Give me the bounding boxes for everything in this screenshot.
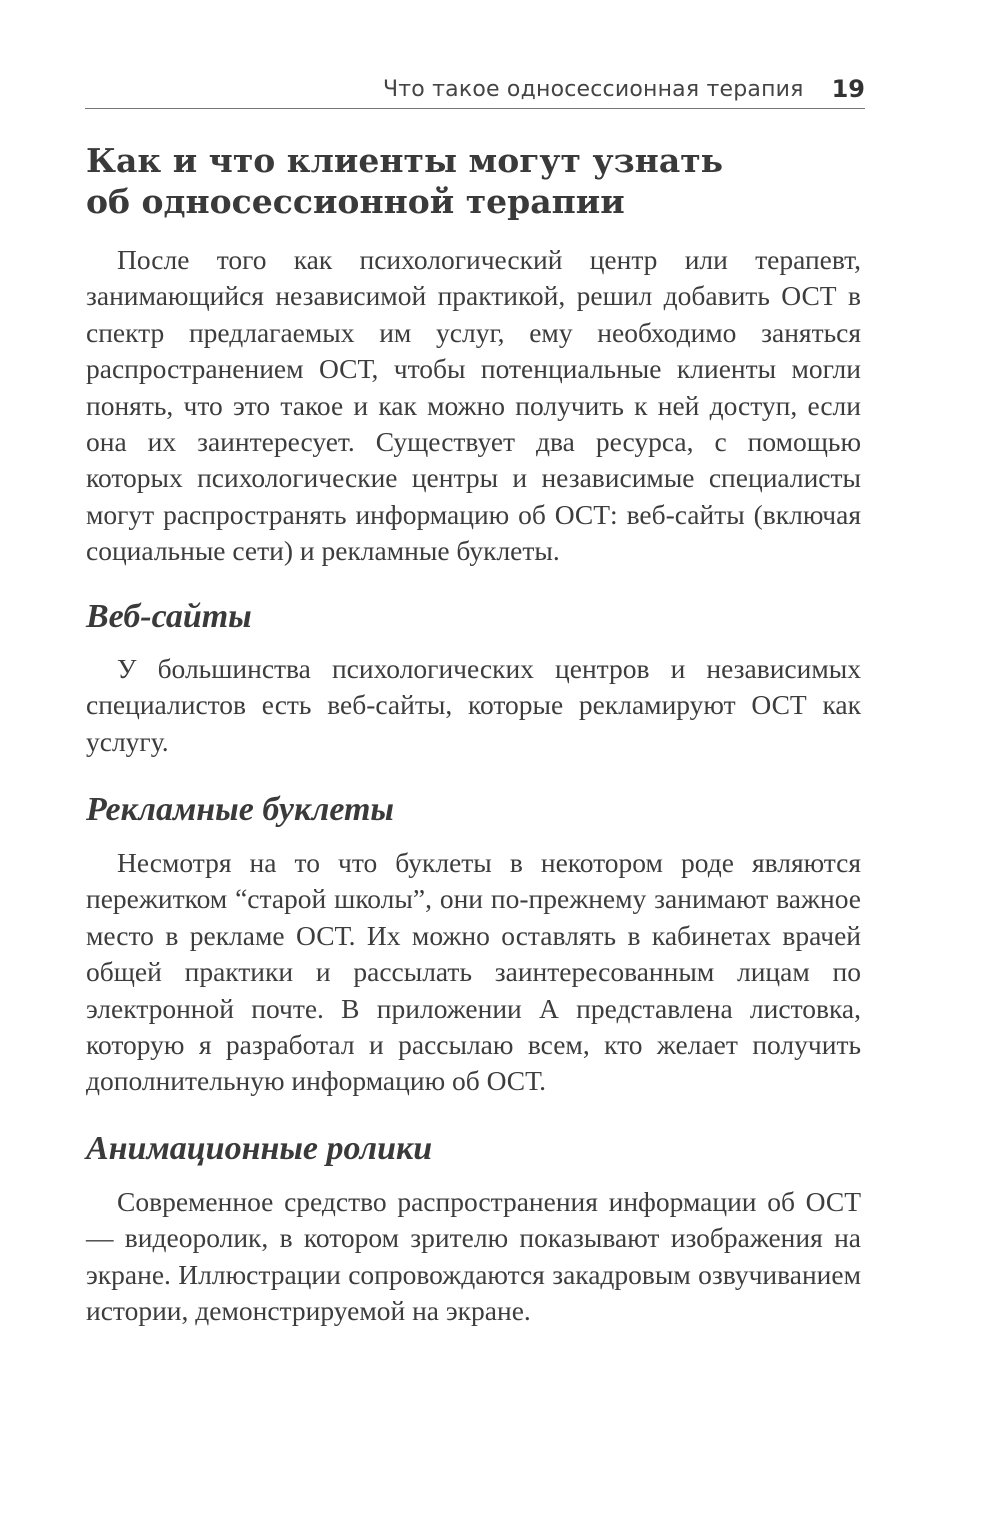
chapter-title [86, 140, 876, 222]
chapter-title-line-2: об односессионной терапии [86, 182, 625, 221]
intro-block [86, 242, 861, 570]
section-heading-booklets: Рекламные буклеты [86, 791, 394, 828]
section-heading-websites: Веб-сайты [86, 598, 252, 635]
chapter-title-line-1: Как и что клиенты могут узнать [86, 141, 724, 180]
section-paragraph-booklets: Несмотря на то что буклеты в некотором роде являются пережитком “старой школы”, они по-прежнему занимают важное место в рекламе ОСТ. Их можно оставлять в кабинетах врачей общей практики и рассылать заинтересованным лицам по электронной почте. В приложении А представлена листовка, которую я разработал и рассылаю всем, кто желает получить дополнительную информацию об ОСТ. [86, 847, 861, 1097]
intro-paragraph: После того как психологический центр или терапевт, занимающийся независимой практикой, решил добавить ОСТ в спектр предлагаемых им услуг, ему необходимо заняться распространением ОСТ, чтобы потенциальные клиенты могли понять, что это такое и как можно получить к ней доступ, если она их заинтересует. Существует два ресурса, с помощью которых психологические центры и независимые специалисты могут распространять информацию об ОСТ: веб-сайты (включая социальные сети) и рекламные буклеты. [86, 244, 861, 567]
running-title: Что такое односессионная терапия [382, 77, 804, 102]
section-paragraph-websites: У большинства психологических центров и независимых специалистов есть веб-сайты, которые рекламируют ОСТ как услугу. [86, 653, 861, 757]
section-paragraph-animations: Современное средство распространения информации об ОСТ — видеоролик, в котором зрителю показывают изображения на экране. Иллюстрации сопровождаются закадровым озвучиванием истории, демонстрируемой на экране. [86, 1186, 861, 1327]
section-animations [86, 1184, 861, 1330]
section-booklets [86, 845, 861, 1100]
section-heading-animations: Анимационные ролики [86, 1130, 433, 1167]
running-header [85, 72, 865, 109]
section-websites [86, 651, 861, 760]
page-number: 19 [831, 75, 865, 103]
